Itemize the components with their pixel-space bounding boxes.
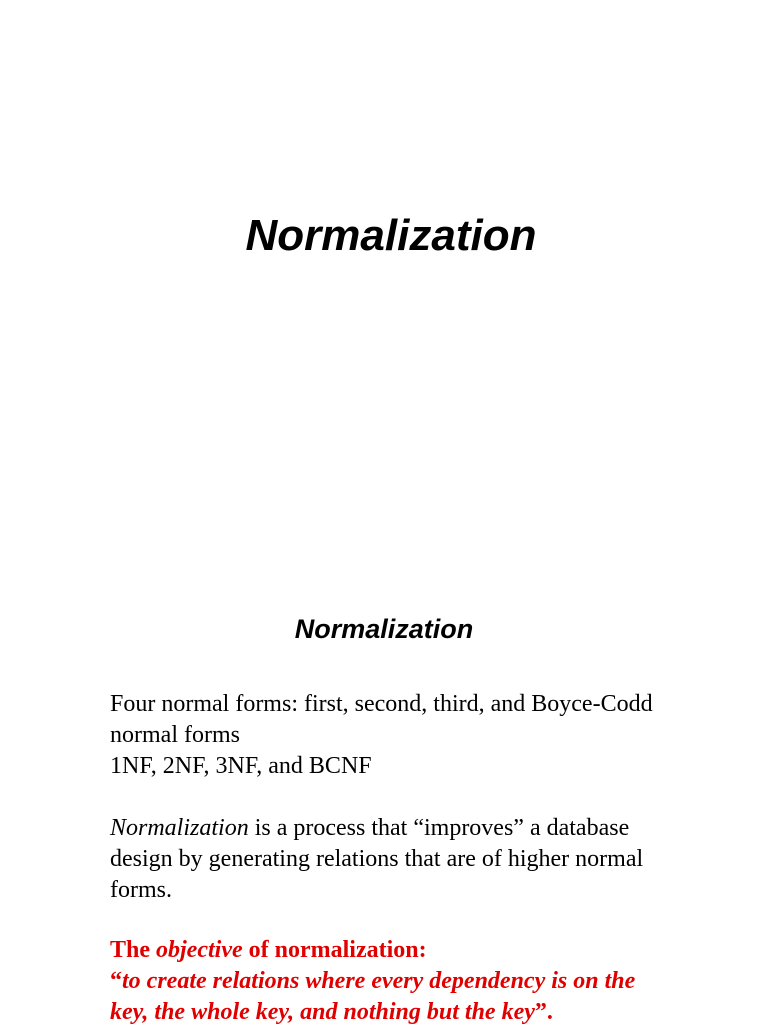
- paragraph-line: design by generating relations that are of higher normal: [110, 846, 644, 872]
- paragraph-line: Four normal forms: first, second, third, and Boyce-Codd: [110, 691, 653, 717]
- normalization-term: Normalization: [110, 815, 249, 841]
- objective-word: objective: [156, 937, 243, 963]
- paragraph-line: forms.: [110, 877, 172, 903]
- definition-paragraph: [110, 813, 730, 906]
- page-title: Normalization: [245, 211, 537, 260]
- normal-forms-paragraph: [110, 689, 730, 782]
- section-heading: Normalization: [294, 614, 474, 644]
- quote-close-mark: ”.: [534, 999, 553, 1025]
- objective-paragraph: [110, 935, 730, 1028]
- objective-quote-text: key, the whole key, and nothing but the key: [110, 999, 535, 1025]
- quote-open-mark: “: [110, 968, 122, 994]
- objective-lead: [110, 935, 730, 966]
- paragraph-line: 1NF, 2NF, 3NF, and BCNF: [110, 753, 372, 779]
- paragraph-line: [110, 813, 730, 844]
- objective-quote-line: [110, 966, 730, 997]
- objective-quote-line: [110, 997, 730, 1028]
- definition-text: is a process that “improves” a database: [248, 815, 630, 841]
- objective-lead-the: The: [110, 937, 157, 963]
- objective-lead-rest: of normalization:: [242, 937, 427, 963]
- paragraph-line: normal forms: [110, 722, 240, 748]
- objective-quote-text: to create relations where every dependency is on the: [122, 968, 636, 994]
